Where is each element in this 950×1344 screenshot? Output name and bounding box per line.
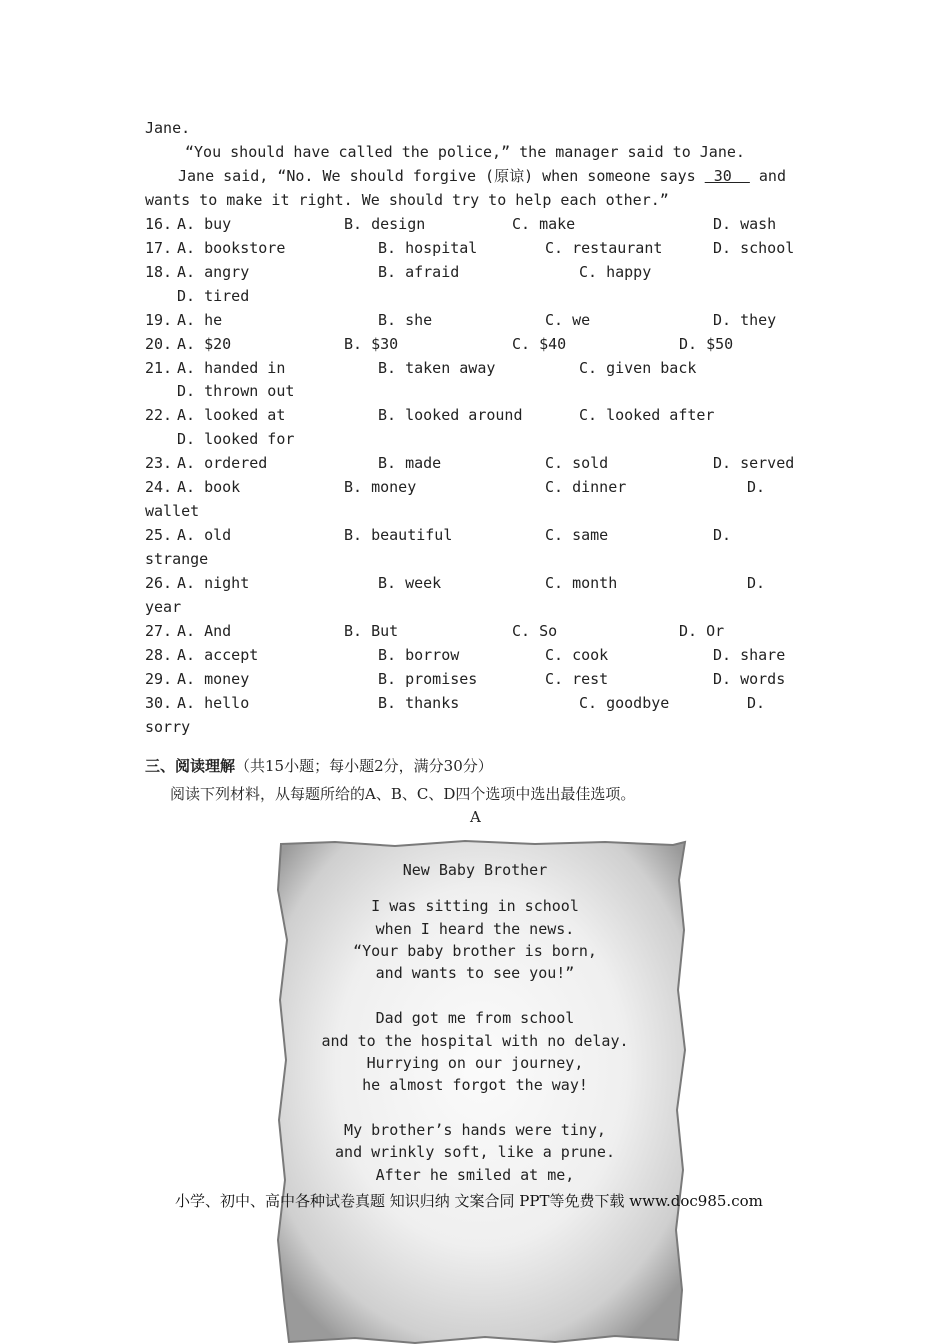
question-number: 26.	[145, 574, 173, 592]
option-d: D. looked for	[177, 430, 295, 448]
option-a: A. handed in	[177, 359, 286, 377]
option-d: D. school	[713, 239, 795, 257]
option-c: C. rest	[545, 670, 609, 688]
passage-line: Jane.	[145, 119, 191, 137]
passage-text: and	[749, 167, 786, 185]
question-number: 17.	[145, 239, 173, 257]
option-a: A. $20	[177, 335, 232, 353]
option-c: C. dinner	[545, 478, 627, 496]
option-d: D.	[713, 526, 732, 544]
option-d: D. they	[713, 311, 777, 329]
poem-line: and wants to see you!”	[375, 964, 575, 982]
poem-line: and to the hospital with no delay.	[321, 1032, 629, 1050]
passage-line	[178, 166, 786, 186]
option-a: A. angry	[177, 263, 250, 281]
poem-line: when I heard the news.	[375, 920, 575, 938]
option-a: A. And	[177, 622, 232, 640]
option-c: C. sold	[545, 454, 609, 472]
answer-blank: 30	[704, 167, 750, 185]
poem-line: and wrinkly soft, like a prune.	[335, 1143, 615, 1161]
option-c: C. So	[512, 622, 558, 640]
option-d: D. words	[713, 670, 786, 688]
poem-line: My brother’s hands were tiny,	[344, 1121, 606, 1139]
option-b: B. taken away	[378, 359, 496, 377]
poem-paper	[275, 840, 690, 1340]
question-number: 22.	[145, 406, 173, 424]
option-a: A. hello	[177, 694, 250, 712]
question-number: 28.	[145, 646, 173, 664]
option-b: B. she	[378, 311, 433, 329]
option-b: B. design	[344, 215, 426, 233]
question-number: 19.	[145, 311, 173, 329]
option-b: B. money	[344, 478, 417, 496]
option-d: D.	[747, 694, 766, 712]
option-c: C. make	[512, 215, 576, 233]
question-number: 30.	[145, 694, 173, 712]
option-a: A. night	[177, 574, 250, 592]
passage-line: wants to make it right. We should try to help each other.”	[145, 191, 669, 209]
option-c: C. given back	[579, 359, 697, 377]
poem-line: “Your baby brother is born,	[353, 942, 597, 960]
option-b: B. made	[378, 454, 442, 472]
poem-line: Hurrying on our journey,	[366, 1054, 584, 1072]
option-d: D. Or	[679, 622, 725, 640]
poem-title: New Baby Brother	[402, 861, 548, 879]
option-b: B. But	[344, 622, 399, 640]
passage-text: Jane said, “No. We should forgive (原谅) when someone says	[178, 167, 705, 185]
option-d-text: sorry	[145, 718, 191, 736]
option-d: D.	[747, 574, 766, 592]
option-d: D. share	[713, 646, 786, 664]
question-number: 25.	[145, 526, 173, 544]
question-number: 27.	[145, 622, 173, 640]
option-d: D. tired	[177, 287, 250, 305]
poem-line: Dad got me from school	[375, 1009, 575, 1027]
option-b: B. thanks	[378, 694, 460, 712]
option-d: D. wash	[713, 215, 777, 233]
option-c: C. happy	[579, 263, 652, 281]
option-b: B. afraid	[378, 263, 460, 281]
passage-label: A	[470, 808, 481, 826]
question-number: 21.	[145, 359, 173, 377]
option-d: D.	[747, 478, 766, 496]
option-c: C. we	[545, 311, 591, 329]
option-c: C. cook	[545, 646, 609, 664]
passage-line: “You should have called the police,” the manager said to Jane.	[185, 143, 745, 161]
footer-watermark: 小学、初中、高中各种试卷真题 知识归纳 文案合同 PPT等免费下载 www.doc985.com	[175, 1192, 763, 1210]
option-b: B. hospital	[378, 239, 478, 257]
option-a: A. accept	[177, 646, 259, 664]
option-c: C. month	[545, 574, 618, 592]
section-score-note: （共15小题；每小题2分，满分30分）	[235, 757, 493, 775]
option-a: A. ordered	[177, 454, 268, 472]
question-number: 24.	[145, 478, 173, 496]
section-instruction: 阅读下列材料，从每题所给的A、B、C、D四个选项中选出最佳选项。	[170, 785, 636, 803]
question-number: 18.	[145, 263, 173, 281]
question-number: 23.	[145, 454, 173, 472]
section-title: 三、阅读理解	[145, 757, 236, 775]
option-b: B. looked around	[378, 406, 523, 424]
option-b: B. beautiful	[344, 526, 453, 544]
option-d-text: strange	[145, 550, 209, 568]
option-d-text: year	[145, 598, 182, 616]
option-c: C. $40	[512, 335, 567, 353]
poem-line: he almost forgot the way!	[362, 1076, 588, 1094]
option-c: C. restaurant	[545, 239, 663, 257]
option-a: A. money	[177, 670, 250, 688]
option-c: C. same	[545, 526, 609, 544]
option-b: B. $30	[344, 335, 399, 353]
option-a: A. he	[177, 311, 223, 329]
option-b: B. week	[378, 574, 442, 592]
option-c: C. looked after	[579, 406, 715, 424]
poem-line: After he smiled at me,	[375, 1166, 575, 1184]
option-a: A. buy	[177, 215, 232, 233]
question-number: 16.	[145, 215, 173, 233]
question-number: 20.	[145, 335, 173, 353]
poem-line: I was sitting in school	[371, 897, 579, 915]
option-c: C. goodbye	[579, 694, 670, 712]
option-a: A. book	[177, 478, 241, 496]
option-a: A. old	[177, 526, 232, 544]
option-d: D. $50	[679, 335, 734, 353]
option-d: D. served	[713, 454, 795, 472]
option-a: A. looked at	[177, 406, 286, 424]
option-d: D. thrown out	[177, 382, 295, 400]
option-a: A. bookstore	[177, 239, 286, 257]
question-number: 29.	[145, 670, 173, 688]
option-d-text: wallet	[145, 502, 200, 520]
section-heading	[145, 755, 493, 776]
option-b: B. promises	[378, 670, 478, 688]
option-b: B. borrow	[378, 646, 460, 664]
